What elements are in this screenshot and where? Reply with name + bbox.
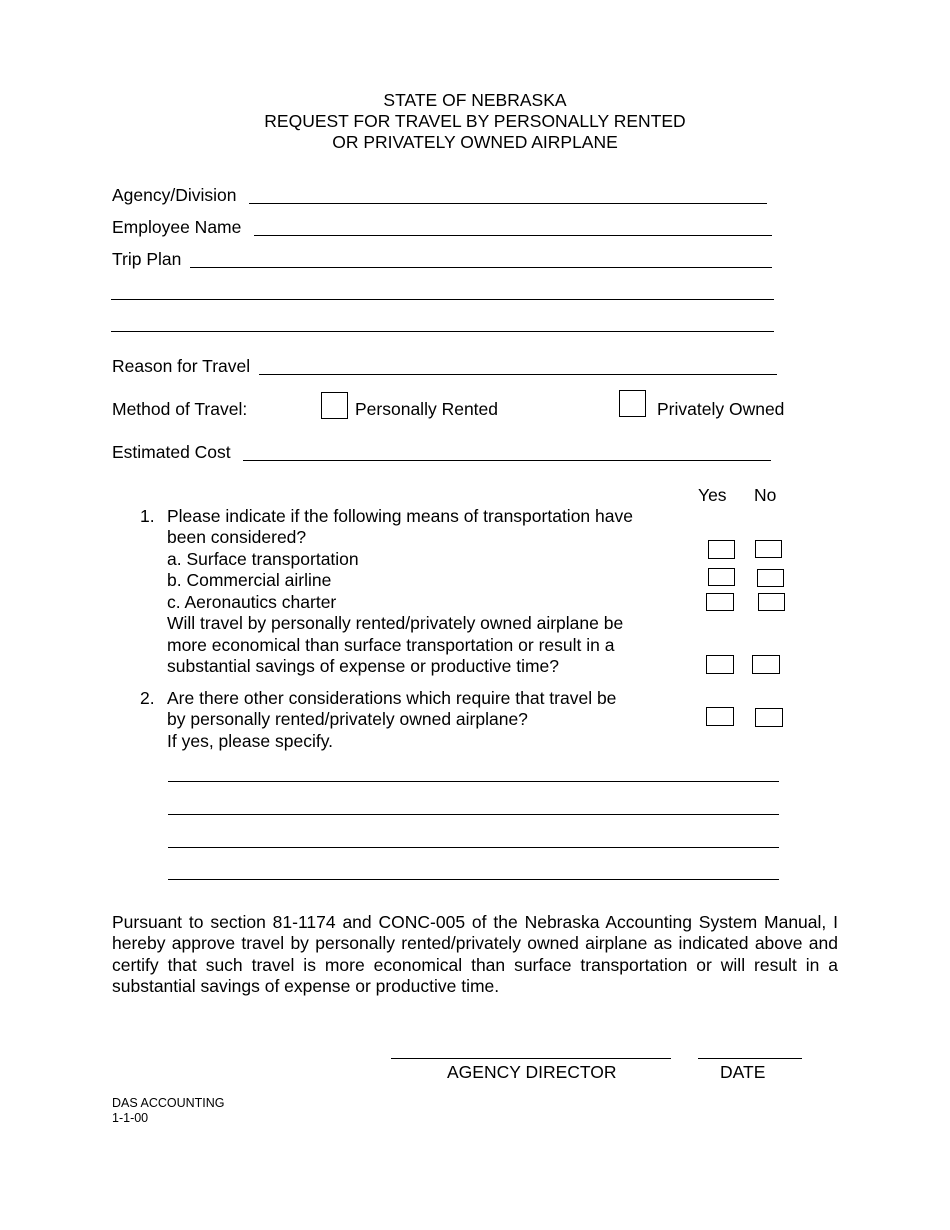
agency-director-signature-line[interactable] xyxy=(391,1058,671,1059)
question-1-line-1: Please indicate if the following means of transportation have xyxy=(167,506,633,526)
yes-column-header: Yes xyxy=(698,485,727,505)
other-considerations-no-checkbox[interactable] xyxy=(755,708,783,727)
question-1-will-line-3: substantial savings of expense or productive time? xyxy=(167,656,560,676)
other-considerations-yes-checkbox[interactable] xyxy=(706,707,734,726)
question-2-number: 2. xyxy=(140,688,155,708)
more-economical-no-checkbox[interactable] xyxy=(752,655,780,674)
more-economical-yes-checkbox[interactable] xyxy=(706,655,734,674)
specify-line-4[interactable] xyxy=(168,879,779,880)
question-1a: a. Surface transportation xyxy=(167,549,359,569)
trip-plan-line-3[interactable] xyxy=(111,331,774,332)
form-title-sub: OR PRIVATELY OWNED AIRPLANE xyxy=(332,132,618,152)
estimated-cost-label: Estimated Cost xyxy=(112,442,231,462)
question-1-will-line-1: Will travel by personally rented/privately owned airplane be xyxy=(167,613,624,633)
aeronautics-charter-no-checkbox[interactable] xyxy=(758,593,785,611)
footer-revision-date: 1-1-00 xyxy=(112,1111,149,1125)
question-1c: c. Aeronautics charter xyxy=(167,592,337,612)
no-column-header: No xyxy=(754,485,777,505)
form-title-state: STATE OF NEBRASKA xyxy=(383,90,567,110)
commercial-airline-yes-checkbox[interactable] xyxy=(708,568,735,586)
question-2-line-1: Are there other considerations which require that travel be xyxy=(167,688,617,708)
question-2-line-2: by personally rented/privately owned airplane? xyxy=(167,709,528,729)
personally-rented-label: Personally Rented xyxy=(355,399,498,419)
surface-transportation-yes-checkbox[interactable] xyxy=(708,540,735,559)
aeronautics-charter-yes-checkbox[interactable] xyxy=(706,593,734,611)
question-1-will-line-2: more economical than surface transportation or result in a xyxy=(167,635,615,655)
footer-department: DAS ACCOUNTING xyxy=(112,1096,225,1110)
trip-plan-line-2[interactable] xyxy=(111,299,774,300)
employee-name-field[interactable] xyxy=(254,235,772,236)
privately-owned-checkbox[interactable] xyxy=(619,390,646,417)
personally-rented-checkbox[interactable] xyxy=(321,392,348,419)
reason-for-travel-field[interactable] xyxy=(259,374,777,375)
form-title-main: REQUEST FOR TRAVEL BY PERSONALLY RENTED xyxy=(264,111,686,131)
specify-line-3[interactable] xyxy=(168,847,779,848)
agency-division-field[interactable] xyxy=(249,203,767,204)
question-1b: b. Commercial airline xyxy=(167,570,332,590)
privately-owned-label: Privately Owned xyxy=(657,399,785,419)
question-2-line-3: If yes, please specify. xyxy=(167,731,334,751)
date-line[interactable] xyxy=(698,1058,802,1059)
certification-statement: Pursuant to section 81-1174 and CONC-005 of the Nebraska Accounting System Manual, I hereby approve travel by personally rented/privately owned airplane as indicated above and certify that such travel is more economical than surface transportation or will result in a substantial savings of expense or productive time. xyxy=(112,912,838,997)
specify-line-1[interactable] xyxy=(168,781,779,782)
agency-division-label: Agency/Division xyxy=(112,185,237,205)
agency-director-label: AGENCY DIRECTOR xyxy=(447,1062,617,1082)
commercial-airline-no-checkbox[interactable] xyxy=(757,569,784,587)
reason-for-travel-label: Reason for Travel xyxy=(112,356,251,376)
trip-plan-field[interactable] xyxy=(190,267,772,268)
date-label: DATE xyxy=(720,1062,766,1082)
specify-line-2[interactable] xyxy=(168,814,779,815)
question-1-number: 1. xyxy=(140,506,155,526)
surface-transportation-no-checkbox[interactable] xyxy=(755,540,782,558)
employee-name-label: Employee Name xyxy=(112,217,242,237)
method-of-travel-label: Method of Travel: xyxy=(112,399,248,419)
trip-plan-label: Trip Plan xyxy=(112,249,182,269)
question-1-line-2: been considered? xyxy=(167,527,307,547)
estimated-cost-field[interactable] xyxy=(243,460,771,461)
